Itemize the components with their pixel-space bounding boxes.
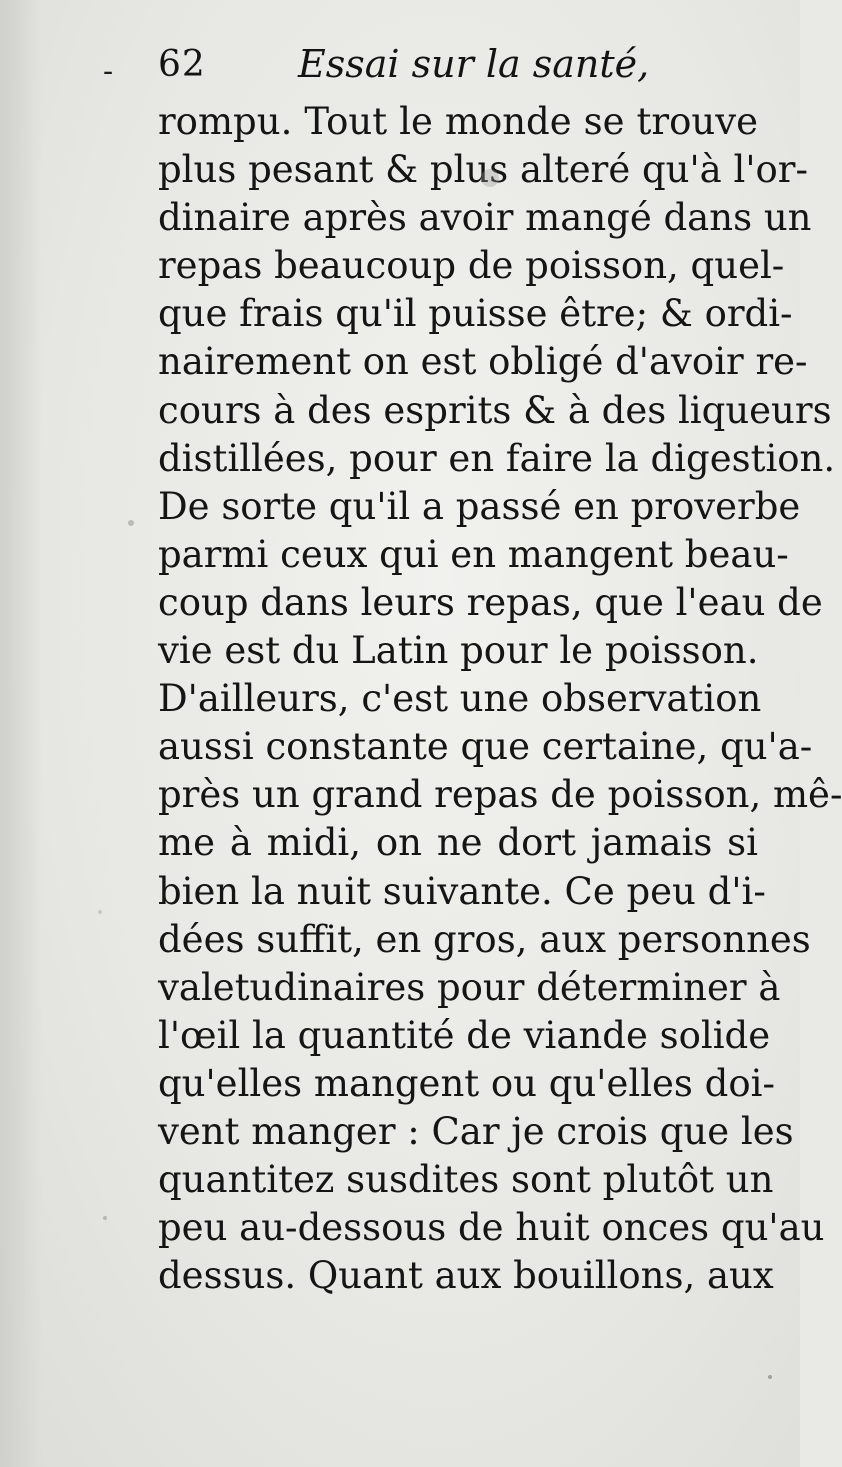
text-line: bien la nuit suivante. Ce peu d'i-: [158, 869, 766, 913]
text-line: coup dans leurs repas, que l'eau de: [158, 580, 823, 624]
text-line: vie est du Latin pour le poisson.: [158, 629, 759, 673]
text-line: rompu. Tout le monde se trouve: [158, 100, 758, 143]
text-line: vent manger : Car je crois que les: [158, 1109, 794, 1153]
text-line: l'œil la quantité de viande solide: [158, 1013, 771, 1057]
text-line: distillées, pour en faire la digestion.: [158, 436, 836, 480]
text-line: cours à des esprits & à des liqueurs: [158, 388, 832, 432]
text-line: dinaire après avoir mangé dans un: [158, 196, 812, 240]
text-line: D'ailleurs, c'est une observation: [158, 677, 762, 721]
body-text: [158, 98, 842, 1300]
text-line: aussi constante que certaine, qu'a-: [158, 725, 813, 769]
text-line: valetudinaires pour déterminer à: [158, 965, 781, 1009]
text-line: De sorte qu'il a passé en proverbe: [158, 484, 801, 528]
text-line: près un grand repas de poisson, mê-: [158, 773, 842, 817]
running-title: Essai sur la santé,: [298, 42, 650, 86]
text-line: nairement on est obligé d'avoir re-: [158, 340, 808, 384]
page-number: 62: [158, 44, 206, 85]
text-line: plus pesant & plus alteré qu'à l'or-: [158, 148, 808, 192]
text-line: peu au-dessous de huit onces qu'au: [158, 1206, 825, 1250]
text-line: dées suffit, en gros, aux personnes: [158, 917, 811, 961]
text-line: qu'elles mangent ou qu'elles doi-: [158, 1061, 775, 1105]
page-header: [158, 40, 778, 100]
text-line: que frais qu'il puisse être; & ordi-: [158, 292, 793, 336]
text-line: quantitez susdites sont plutôt un: [158, 1158, 774, 1202]
margin-dash: -: [103, 54, 114, 89]
text-line: repas beaucoup de poisson, quel-: [158, 244, 785, 288]
text-line: parmi ceux qui en mangent beau-: [158, 532, 789, 576]
gutter-shadow: [0, 0, 42, 1467]
text-line: me à midi, on ne dort jamais si: [158, 821, 758, 865]
text-line: dessus. Quant aux bouillons, aux: [158, 1254, 774, 1298]
